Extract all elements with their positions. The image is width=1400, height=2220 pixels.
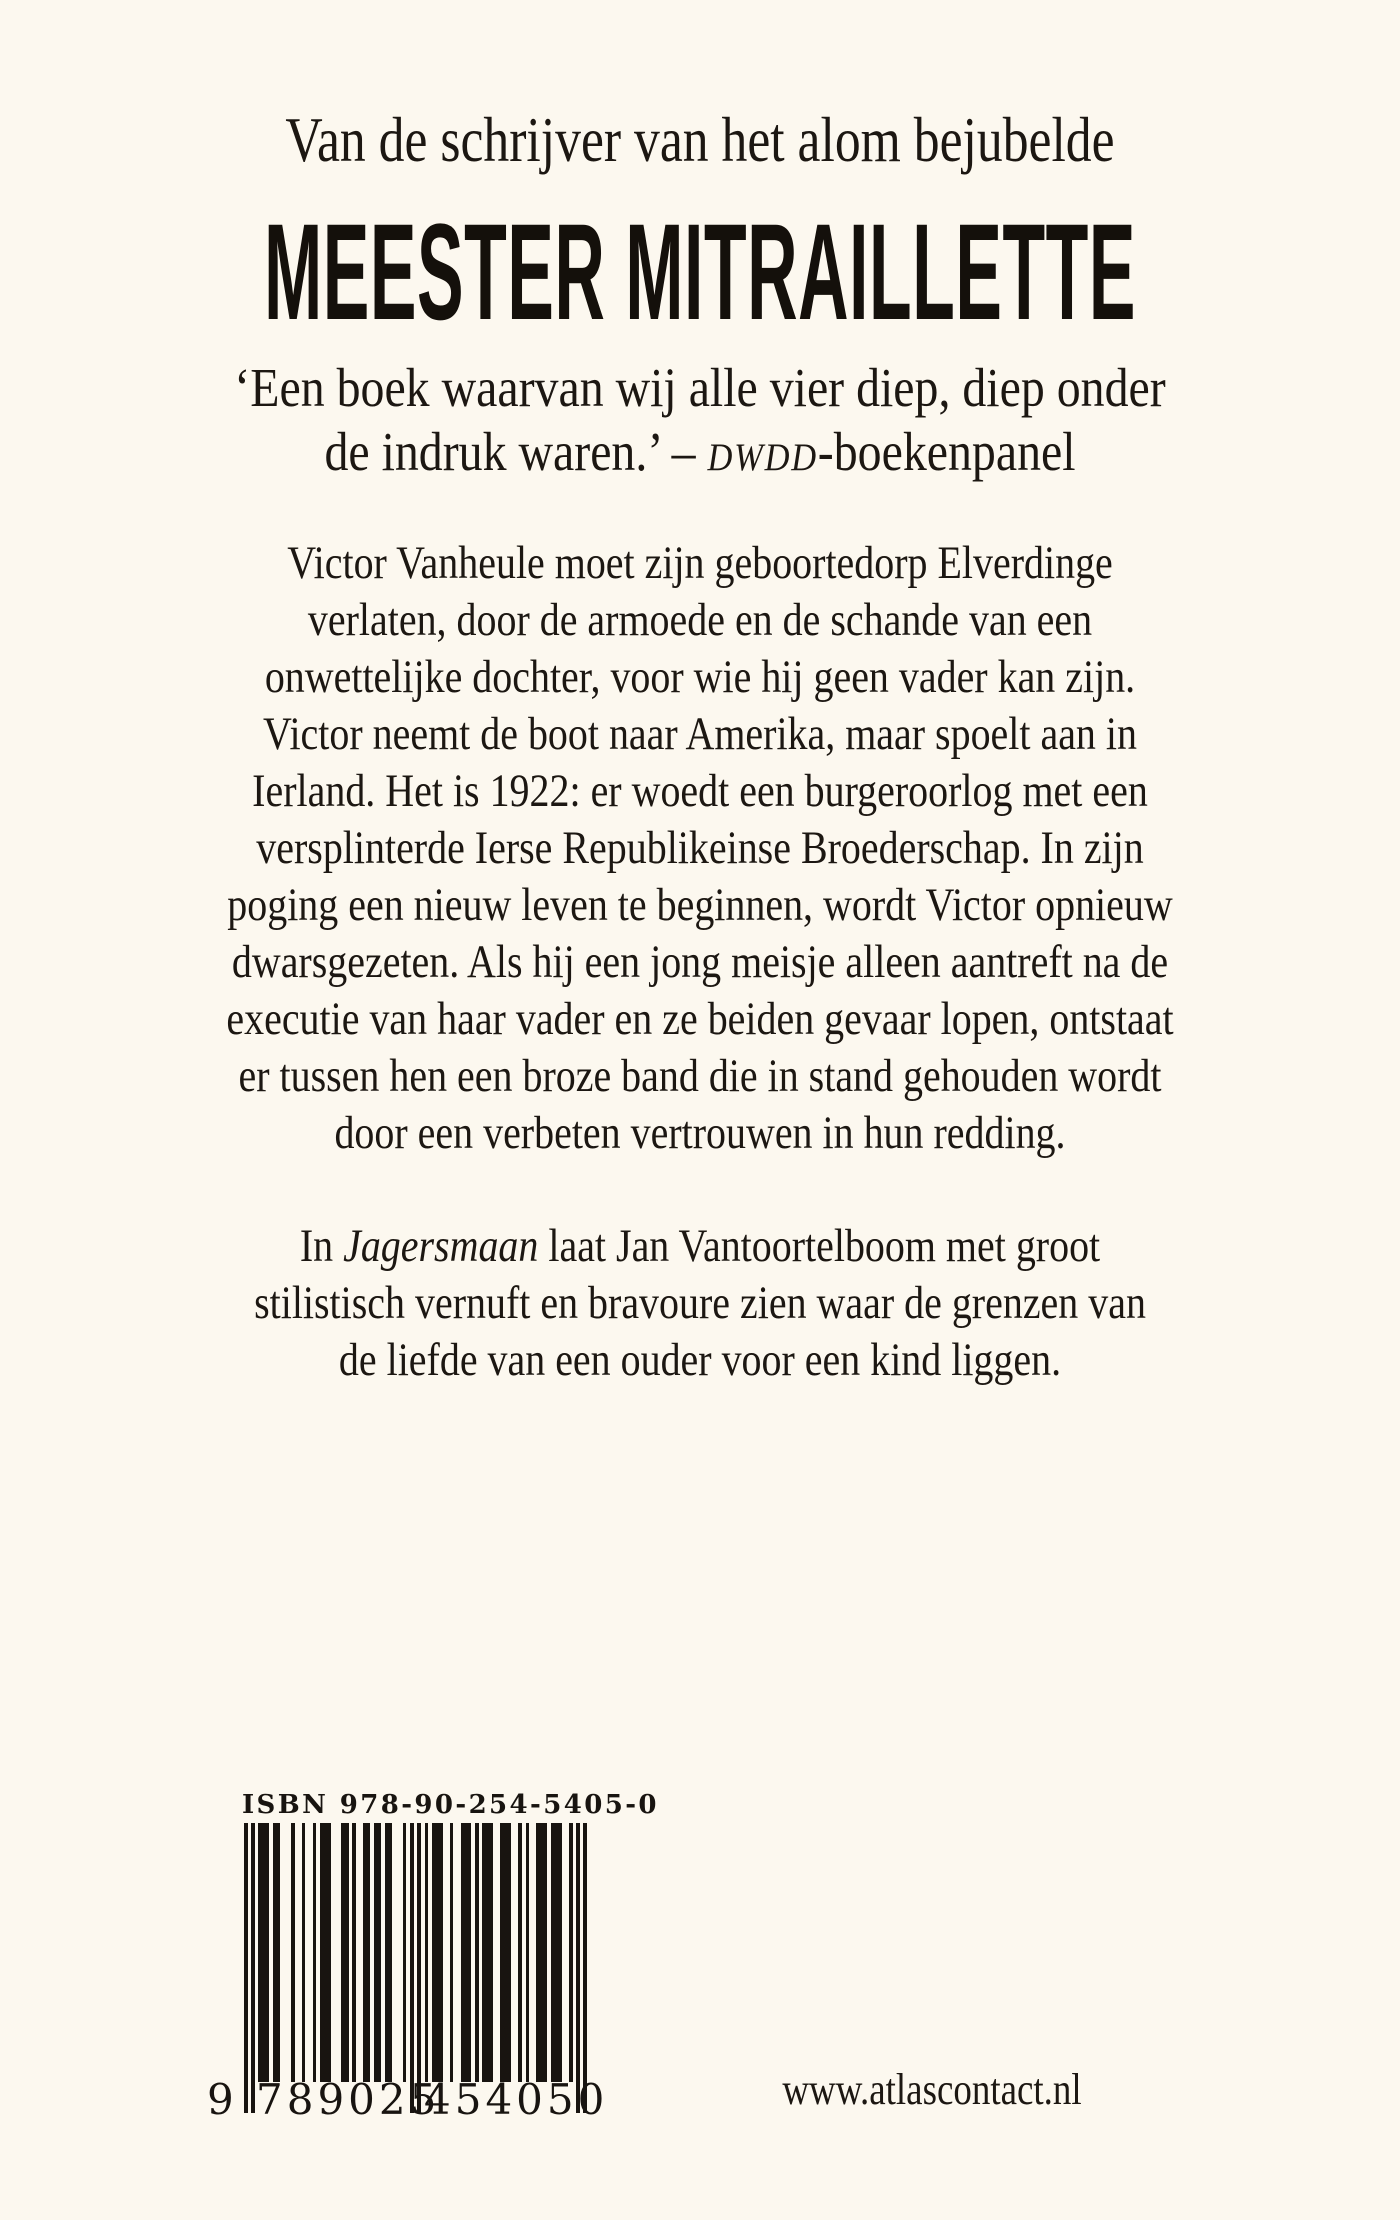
barcode-bar <box>482 1823 493 2082</box>
barcode-digits-right: 454050 <box>424 2075 609 2124</box>
barcode-bar <box>291 1823 295 2082</box>
barcode-bar <box>569 1823 573 2082</box>
barcode-bar <box>526 1823 530 2082</box>
barcode-bar <box>461 1823 472 2082</box>
barcode-guard-bar <box>417 1823 421 2113</box>
barcode-bar <box>518 1823 522 2082</box>
synopsis-line: dwarsgezeten. Als hij een jong meisje alleen aantreft na de <box>231 936 1169 988</box>
synopsis-line: poging een nieuw leven te beginnen, wordt Victor opnieuw <box>227 879 1173 931</box>
synopsis-line: door een verbeten vertrouwen in hun redding. <box>334 1107 1066 1159</box>
barcode-bar <box>313 1823 317 2082</box>
barcode-bar <box>273 1823 280 2082</box>
synopsis-line: er tussen hen een broze band die in stand gehouden wordt <box>238 1050 1162 1102</box>
kicker-text: Van de schrijver van het alom bejubelde <box>285 105 1115 175</box>
barcode-bar <box>374 1823 381 2082</box>
synopsis-line: Victor neemt de boot naar Amerika, maar spoelt aan in <box>263 708 1137 760</box>
closing-line-2: stilistisch vernuft en bravoure zien waar de grenzen van <box>254 1277 1146 1329</box>
barcode-bar <box>352 1823 356 2082</box>
barcode-bar <box>302 1823 306 2082</box>
barcode-digits-left: 789025 <box>256 2075 441 2124</box>
barcode-first-digit: 9 <box>207 2075 234 2124</box>
barcode-bar <box>363 1823 370 2082</box>
quote-line-2 <box>91 420 1309 489</box>
barcode-bar <box>320 1823 331 2082</box>
quote-line-2-text: de indruk waren.’ – <box>324 421 708 482</box>
barcode-guard-bar <box>251 1823 255 2113</box>
synopsis-paragraph <box>105 535 1295 1162</box>
book-title: MEESTER MITRAILLETTE <box>264 196 1136 349</box>
barcode-guard-bar <box>576 1823 580 2113</box>
synopsis-line: versplinterde Ierse Republikeinse Broederschap. In zijn <box>256 822 1144 874</box>
synopsis-line: onwettelijke dochter, voor wie hij geen vader kan zijn. <box>264 651 1136 703</box>
barcode-bar <box>500 1823 511 2082</box>
barcode-bar <box>536 1823 547 2082</box>
barcode-bar <box>258 1823 269 2082</box>
closing-book-title-italic: Jagersmaan <box>343 1220 539 1272</box>
barcode-bar <box>341 1823 348 2082</box>
synopsis-line: executie van haar vader en ze beiden gevaar lopen, ontstaat <box>226 993 1174 1045</box>
barcode-guard-bar <box>244 1823 248 2113</box>
website-url: www.atlascontact.nl <box>782 2065 1082 2114</box>
closing-line-1-post: laat Jan Vantoortelboom met groot <box>538 1220 1101 1272</box>
closing-line-1 <box>105 1218 1295 1275</box>
closing-line-3: de liefde van een ouder voor een kind liggen. <box>338 1334 1062 1386</box>
barcode <box>244 1823 587 2113</box>
quote-line-2-suffix: -boekenpanel <box>817 421 1076 482</box>
barcode-guard-bar <box>583 1823 587 2113</box>
synopsis-line: verlaten, door de armoede en de schande van een <box>307 594 1093 646</box>
barcode-bar <box>450 1823 454 2082</box>
isbn-label: ISBN 978-90-254-5405-0 <box>242 1790 659 1820</box>
synopsis-line: Ierland. Het is 1922: er woedt een burgeroorlog met een <box>252 765 1148 817</box>
review-quote <box>91 356 1309 489</box>
barcode-bar <box>403 1823 407 2082</box>
quote-line-1: ‘Een boek waarvan wij alle vier diep, diep onder <box>234 357 1166 418</box>
barcode-bar <box>432 1823 443 2082</box>
closing-line-1-pre: In <box>299 1220 344 1272</box>
barcode-bar <box>385 1823 392 2082</box>
barcode-bar <box>551 1823 562 2082</box>
closing-paragraph <box>105 1218 1295 1389</box>
barcode-guard-bar <box>410 1823 414 2113</box>
quote-source: DWDD <box>707 435 818 479</box>
synopsis-line: Victor Vanheule moet zijn geboortedorp Elverdinge <box>287 537 1113 589</box>
barcode-bar <box>475 1823 479 2082</box>
barcode-bar <box>425 1823 429 2082</box>
